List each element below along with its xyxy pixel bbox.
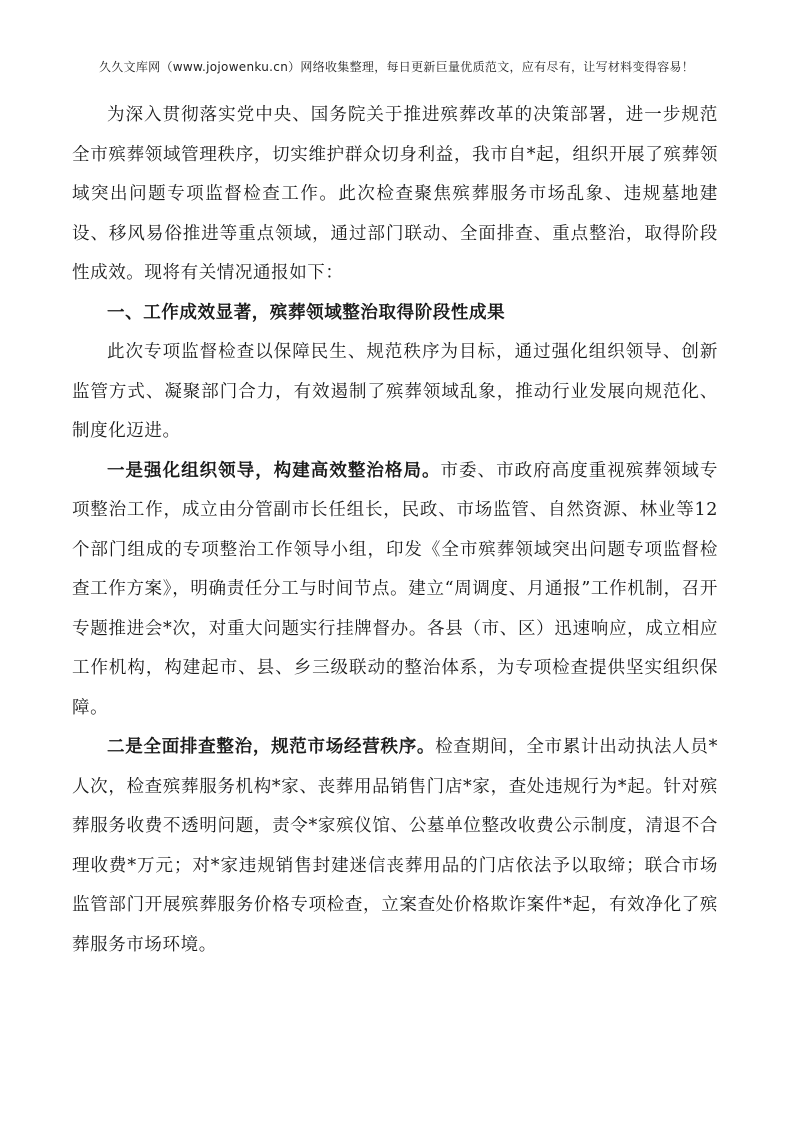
point-1-lead: 一是强化组织领导，构建高效整治格局。 [107,460,441,481]
document-body [72,96,718,965]
point-2-lead: 二是全面排查整治，规范市场经营秩序。 [107,737,436,757]
section-intro-paragraph: 此次专项监督检查以保障民生、规范秩序为目标，通过强化组织领导、创新监管方式、凝聚部门合力，有效遏制了殡葬领域乱象，推动行业发展向规范化、制度化迈进。 [72,342,718,441]
section-heading: 一、工作成效显著，殡葬领域整治取得阶段性成果 [107,302,506,323]
point-1-paragraph [72,452,718,729]
point-2-paragraph [72,728,718,965]
point-2-body: 检查期间，全市累计出动执法人员*人次，检查殡葬服务机构*家、丧葬用品销售门店*家，查处违规行为*起。针对殡葬服务收费不透明问题，责令*家殡仪馆、公墓单位整改收费公示制度，清退不合理收费*万元；对*家违规销售封建迷信丧葬用品的门店依法予以取缔；联合市场监管部门开展殡葬服务价格专项检查，立案查处价格欺诈案件*起，有效净化了殡葬服务市场环境。 [72,737,718,955]
point-1-body: 市委、市政府高度重视殡葬领域专项整治工作，成立由分管副市长任组长，民政、市场监管、自然资源、林业等12个部门组成的专项整治工作领导小组，印发《全市殡葬领域突出问题专项监督检查工作方案》，明确责任分工与时间节点。建立“周调度、月通报”工作机制，召开专题推进会*次，对重大问题实行挂牌督办。各县（市、区）迅速响应，成立相应工作机构，构建起市、县、乡三级联动的整治体系，为专项检查提供坚实组织保障。 [72,460,718,718]
intro-paragraph: 为深入贯彻落实党中央、国务院关于推进殡葬改革的决策部署，进一步规范全市殡葬领域管理秩序，切实维护群众切身利益，我市自*起，组织开展了殡葬领域突出问题专项监督检查工作。此次检查聚焦殡葬服务市场乱象、违规墓地建设、移风易俗推进等重点领域，通过部门联动、全面排查、重点整治，取得阶段性成效。现将有关情况通报如下： [72,105,718,283]
header-note: 久久文库网（www.jojowenku.cn）网络收集整理，每日更新巨量优质范文，应有尽有，让写材料变得容易！ [98,60,695,74]
